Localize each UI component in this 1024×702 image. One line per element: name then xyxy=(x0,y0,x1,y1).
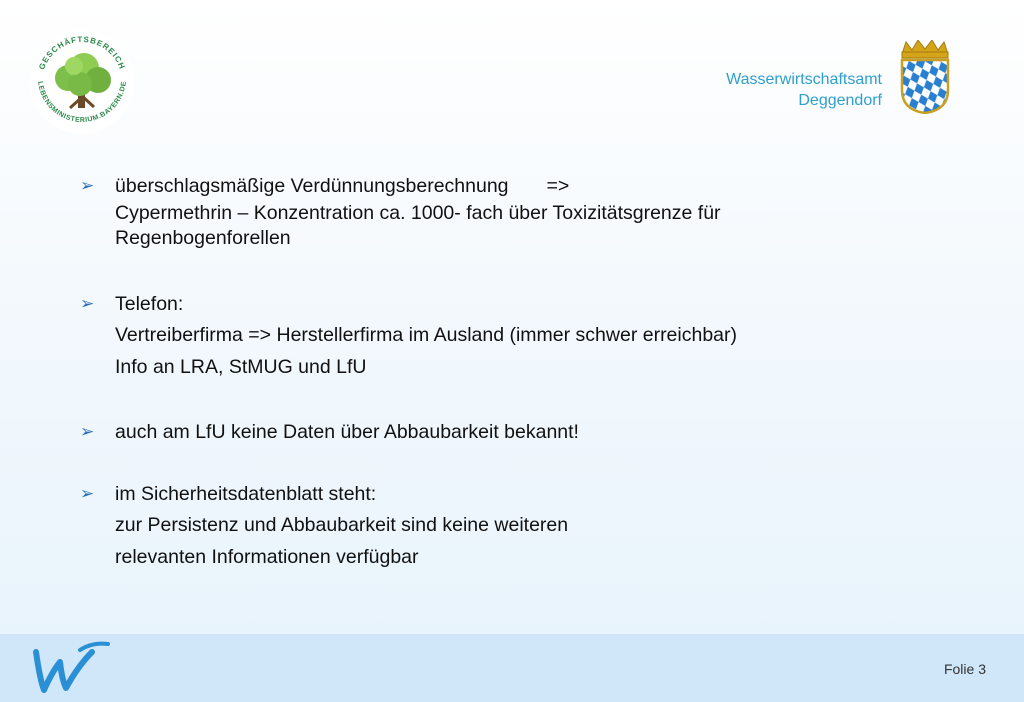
arrow-text: => xyxy=(546,175,570,197)
bullet-continuation: Cypermethrin – Konzentration ca. 1000- fach über Toxizitätsgrenze für xyxy=(115,202,721,224)
slide-body xyxy=(80,172,880,572)
bullet-item xyxy=(80,290,880,318)
bullet-continuation: Info an LRA, StMUG und LfU xyxy=(115,356,367,378)
footer-band xyxy=(0,634,1024,702)
bullet-text: überschlagsmäßige Verdünnungsberechnung xyxy=(115,175,509,197)
seal-bottom-text: LEBENSMINISTERIUM.BAYERN.DE xyxy=(36,80,128,125)
office-name xyxy=(726,69,882,111)
office-name-line1: Wasserwirtschaftsamt xyxy=(726,71,882,88)
bullet-item xyxy=(80,418,880,446)
arrow-bullet-icon: ➢ xyxy=(80,176,95,195)
wave-w-icon xyxy=(30,640,110,696)
slide-number: Folie 3 xyxy=(943,661,986,677)
arrow-bullet-icon: ➢ xyxy=(80,294,95,313)
bullet-item xyxy=(80,480,880,508)
bullet-text: Telefon: xyxy=(115,293,184,315)
seal-top-text: GESCHÄFTSBEREICH xyxy=(37,34,127,71)
bullet-continuation: Vertreiberfirma => Herstellerfirma im Ausland (immer schwer erreichbar) xyxy=(115,324,738,346)
bullet-text: im Sicherheitsdatenblatt steht: xyxy=(115,483,377,505)
bavarian-crest-icon xyxy=(896,40,954,114)
bullet-item xyxy=(80,172,880,200)
bullet-continuation: zur Persistenz und Abbaubarkeit sind keine weiteren xyxy=(115,514,569,536)
office-name-line2: Deggendorf xyxy=(798,92,882,109)
arrow-bullet-icon: ➢ xyxy=(80,422,95,441)
arrow-bullet-icon: ➢ xyxy=(80,484,95,503)
tree-seal-icon xyxy=(28,28,136,136)
bullet-continuation: Regenbogenforellen xyxy=(115,227,291,249)
bullet-continuation: relevanten Informationen verfügbar xyxy=(115,546,419,568)
bullet-text: auch am LfU keine Daten über Abbaubarkeit bekannt! xyxy=(115,421,579,443)
